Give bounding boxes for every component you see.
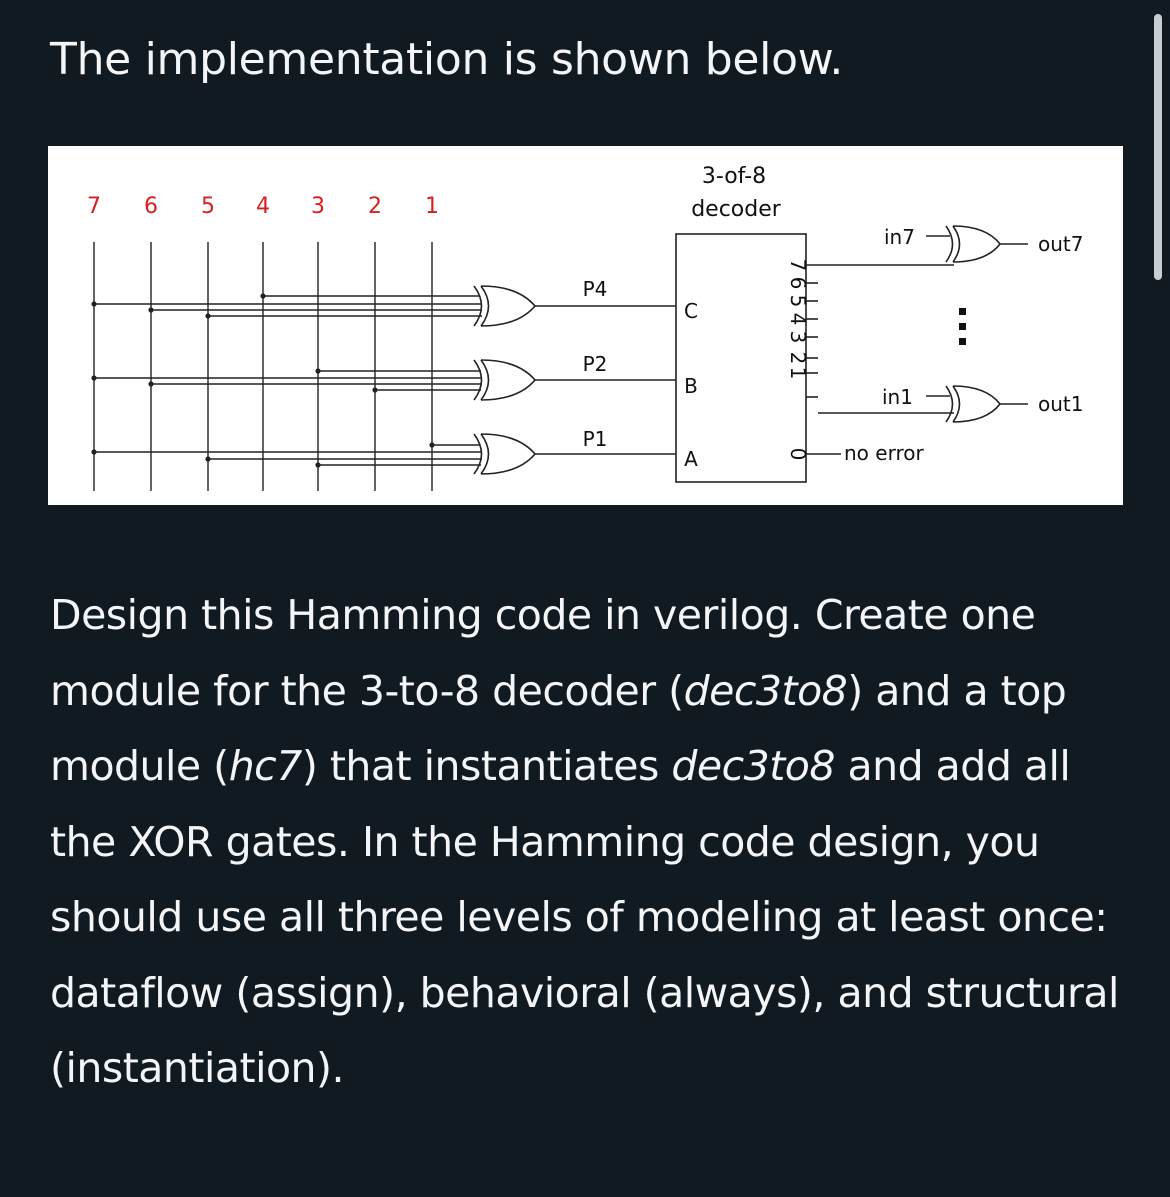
circuit-svg [48, 146, 1123, 505]
text-segment: Design this Hamming code in verilog. Create one module for the 3-to-8 decoder ( [50, 591, 1036, 715]
decoder-input-b: B [684, 374, 698, 398]
xor-gate-out1 [818, 386, 1028, 422]
decoder-output: 1 [786, 366, 810, 380]
scrollbar-thumb[interactable] [1154, 14, 1162, 280]
text-segment: and add all the XOR gates. In the Hamming code design, you should use all three levels of modeling at least once: dataflow (assign), behavioral (always), and structural (instantiation). [50, 742, 1119, 1092]
label-no-error: no error [844, 441, 924, 465]
decoder-output: 2 [786, 351, 810, 365]
label-out1: out1 [1038, 392, 1084, 416]
xor-gate-p2 [474, 360, 676, 400]
xor-gate-p1 [474, 434, 676, 474]
label-in1: in1 [882, 385, 913, 409]
decoder-input-c: C [684, 299, 698, 323]
label-in7: in7 [884, 225, 915, 249]
bit-label: 2 [368, 194, 382, 219]
decoder-output: 3 [786, 330, 810, 344]
decoder-output: 4 [786, 312, 810, 326]
bit-label: 1 [425, 194, 439, 219]
heading: The implementation is shown below. [50, 34, 844, 85]
decoder-output: 7 [786, 258, 810, 272]
decoder-title-line2: decoder [691, 197, 781, 222]
decoder-output: 0 [786, 447, 810, 461]
bit-label: 5 [201, 194, 215, 219]
bit-label: 4 [256, 194, 270, 219]
xor-gate-out7 [926, 226, 1028, 262]
hamming-circuit-diagram [48, 146, 1123, 505]
bit-label: 6 [144, 194, 158, 219]
label-out7: out7 [1038, 232, 1084, 256]
ellipsis-dots [959, 308, 966, 345]
xor-gate-p4 [474, 286, 676, 326]
text-segment: ) and a top module ( [50, 666, 1067, 790]
term-dec3to8: dec3to8 [683, 666, 848, 715]
decoder-title-line1: 3-of-8 [701, 164, 767, 189]
term-dec3to8: dec3to8 [671, 742, 835, 790]
decoder-input-a: A [684, 447, 698, 471]
parity-label-p4: P4 [582, 277, 608, 301]
text-segment: ) that instantiates [301, 742, 672, 790]
parity-label-p1: P1 [582, 427, 608, 451]
term-hc7: hc7 [228, 742, 302, 790]
bit-label: 7 [87, 194, 101, 219]
bit-label: 3 [311, 194, 325, 219]
decoder-output: 6 [786, 276, 810, 290]
decoder-output: 5 [786, 294, 810, 308]
parity-label-p2: P2 [582, 352, 608, 376]
instructions-paragraph [50, 578, 1130, 1107]
